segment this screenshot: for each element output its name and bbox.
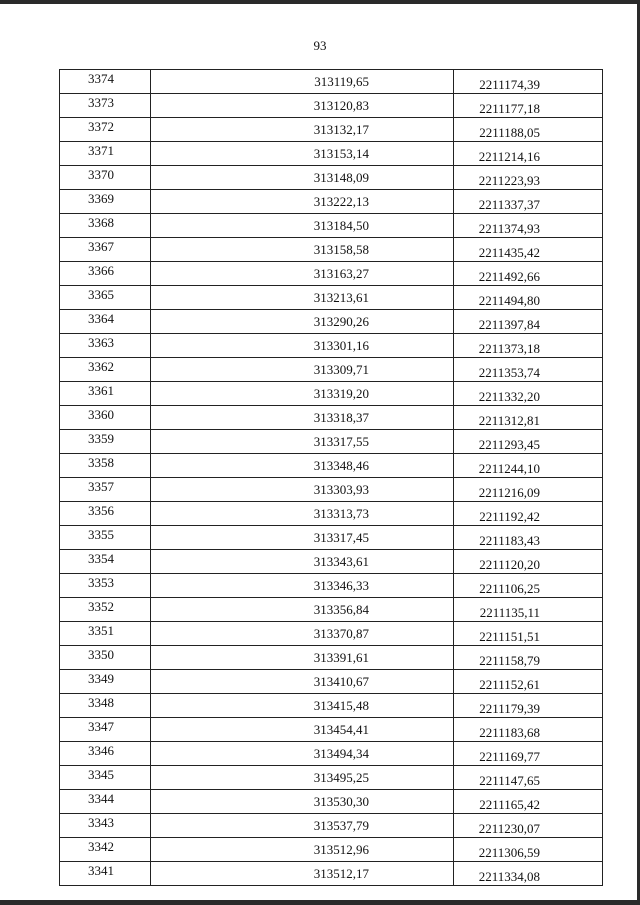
- table-row: [60, 334, 603, 358]
- point-number-cell: 3343: [60, 814, 151, 838]
- point-number-cell: 3369: [60, 190, 151, 214]
- y-coordinate-cell: 2211151,51: [454, 622, 603, 646]
- point-number-cell: 3372: [60, 118, 151, 142]
- y-coordinate-cell: 2211158,79: [454, 646, 603, 670]
- point-number-cell: 3354: [60, 550, 151, 574]
- y-coordinate-cell: 2211147,65: [454, 766, 603, 790]
- table-row: [60, 70, 603, 94]
- y-coordinate-cell: 2211192,42: [454, 502, 603, 526]
- x-coordinate-cell: 313495,25: [151, 766, 454, 790]
- point-number-cell: 3365: [60, 286, 151, 310]
- point-number-cell: 3351: [60, 622, 151, 646]
- point-number-cell: 3373: [60, 94, 151, 118]
- table-row: [60, 574, 603, 598]
- point-number-cell: 3352: [60, 598, 151, 622]
- point-number-cell: 3370: [60, 166, 151, 190]
- x-coordinate-cell: 313317,45: [151, 526, 454, 550]
- table-row: [60, 622, 603, 646]
- y-coordinate-cell: 2211183,43: [454, 526, 603, 550]
- table-row: [60, 310, 603, 334]
- page-number: 93: [313, 38, 327, 53]
- point-number-cell: 3356: [60, 502, 151, 526]
- x-coordinate-cell: 313494,34: [151, 742, 454, 766]
- table-row: [60, 550, 603, 574]
- y-coordinate-cell: 2211332,20: [454, 382, 603, 406]
- x-coordinate-cell: 313153,14: [151, 142, 454, 166]
- point-number-cell: 3347: [60, 718, 151, 742]
- x-coordinate-cell: 313346,33: [151, 574, 454, 598]
- table-row: [60, 742, 603, 766]
- x-coordinate-cell: 313410,67: [151, 670, 454, 694]
- point-number-cell: 3362: [60, 358, 151, 382]
- y-coordinate-cell: 2211293,45: [454, 430, 603, 454]
- table-row: [60, 118, 603, 142]
- table-row: [60, 526, 603, 550]
- x-coordinate-cell: 313317,55: [151, 430, 454, 454]
- y-coordinate-cell: 2211188,05: [454, 118, 603, 142]
- table-row: [60, 478, 603, 502]
- point-number-cell: 3350: [60, 646, 151, 670]
- point-number-cell: 3363: [60, 334, 151, 358]
- point-number-cell: 3342: [60, 838, 151, 862]
- table-row: [60, 646, 603, 670]
- y-coordinate-cell: 2211374,93: [454, 214, 603, 238]
- y-coordinate-cell: 2211353,74: [454, 358, 603, 382]
- x-coordinate-cell: 313303,93: [151, 478, 454, 502]
- x-coordinate-cell: 313318,37: [151, 406, 454, 430]
- x-coordinate-cell: 313148,09: [151, 166, 454, 190]
- table-row: [60, 694, 603, 718]
- table-row: [60, 430, 603, 454]
- x-coordinate-cell: 313343,61: [151, 550, 454, 574]
- table-row: [60, 166, 603, 190]
- point-number-cell: 3357: [60, 478, 151, 502]
- point-number-cell: 3349: [60, 670, 151, 694]
- table-row: [60, 862, 603, 886]
- table-row: [60, 454, 603, 478]
- y-coordinate-cell: 2211230,07: [454, 814, 603, 838]
- point-number-cell: 3361: [60, 382, 151, 406]
- table-row: [60, 190, 603, 214]
- scan-border-top: [0, 0, 640, 4]
- x-coordinate-cell: 313120,83: [151, 94, 454, 118]
- coordinates-table: [59, 69, 603, 886]
- y-coordinate-cell: 2211244,10: [454, 454, 603, 478]
- x-coordinate-cell: 313391,61: [151, 646, 454, 670]
- x-coordinate-cell: 313184,50: [151, 214, 454, 238]
- point-number-cell: 3368: [60, 214, 151, 238]
- point-number-cell: 3355: [60, 526, 151, 550]
- point-number-cell: 3371: [60, 142, 151, 166]
- y-coordinate-cell: 2211223,93: [454, 166, 603, 190]
- y-coordinate-cell: 2211494,80: [454, 286, 603, 310]
- scan-border-bottom: [0, 900, 640, 905]
- y-coordinate-cell: 2211214,16: [454, 142, 603, 166]
- y-coordinate-cell: 2211373,18: [454, 334, 603, 358]
- x-coordinate-cell: 313348,46: [151, 454, 454, 478]
- table-row: [60, 790, 603, 814]
- y-coordinate-cell: 2211165,42: [454, 790, 603, 814]
- point-number-cell: 3348: [60, 694, 151, 718]
- y-coordinate-cell: 2211152,61: [454, 670, 603, 694]
- y-coordinate-cell: 2211169,77: [454, 742, 603, 766]
- x-coordinate-cell: 313454,41: [151, 718, 454, 742]
- y-coordinate-cell: 2211179,39: [454, 694, 603, 718]
- x-coordinate-cell: 313158,58: [151, 238, 454, 262]
- x-coordinate-cell: 313370,87: [151, 622, 454, 646]
- y-coordinate-cell: 2211492,66: [454, 262, 603, 286]
- point-number-cell: 3353: [60, 574, 151, 598]
- y-coordinate-cell: 2211174,39: [454, 70, 603, 94]
- x-coordinate-cell: 313512,17: [151, 862, 454, 886]
- y-coordinate-cell: 2211312,81: [454, 406, 603, 430]
- x-coordinate-cell: 313290,26: [151, 310, 454, 334]
- point-number-cell: 3341: [60, 862, 151, 886]
- table-row: [60, 406, 603, 430]
- table-row: [60, 238, 603, 262]
- table-row: [60, 502, 603, 526]
- x-coordinate-cell: 313356,84: [151, 598, 454, 622]
- x-coordinate-cell: 313313,73: [151, 502, 454, 526]
- table-row: [60, 214, 603, 238]
- table-row: [60, 262, 603, 286]
- x-coordinate-cell: 313213,61: [151, 286, 454, 310]
- point-number-cell: 3358: [60, 454, 151, 478]
- point-number-cell: 3366: [60, 262, 151, 286]
- table-row: [60, 286, 603, 310]
- point-number-cell: 3345: [60, 766, 151, 790]
- x-coordinate-cell: 313415,48: [151, 694, 454, 718]
- point-number-cell: 3364: [60, 310, 151, 334]
- y-coordinate-cell: 2211216,09: [454, 478, 603, 502]
- x-coordinate-cell: 313163,27: [151, 262, 454, 286]
- table-row: [60, 670, 603, 694]
- x-coordinate-cell: 313537,79: [151, 814, 454, 838]
- x-coordinate-cell: 313512,96: [151, 838, 454, 862]
- point-number-cell: 3346: [60, 742, 151, 766]
- point-number-cell: 3360: [60, 406, 151, 430]
- y-coordinate-cell: 2211435,42: [454, 238, 603, 262]
- table-row: [60, 598, 603, 622]
- table-row: [60, 814, 603, 838]
- point-number-cell: 3374: [60, 70, 151, 94]
- table-row: [60, 358, 603, 382]
- x-coordinate-cell: 313530,30: [151, 790, 454, 814]
- y-coordinate-cell: 2211177,18: [454, 94, 603, 118]
- y-coordinate-cell: 2211337,37: [454, 190, 603, 214]
- y-coordinate-cell: 2211334,08: [454, 862, 603, 886]
- y-coordinate-cell: 2211397,84: [454, 310, 603, 334]
- y-coordinate-cell: 2211106,25: [454, 574, 603, 598]
- table-row: [60, 766, 603, 790]
- point-number-cell: 3344: [60, 790, 151, 814]
- x-coordinate-cell: 313319,20: [151, 382, 454, 406]
- x-coordinate-cell: 313222,13: [151, 190, 454, 214]
- x-coordinate-cell: 313132,17: [151, 118, 454, 142]
- y-coordinate-cell: 2211120,20: [454, 550, 603, 574]
- table-row: [60, 838, 603, 862]
- x-coordinate-cell: 313309,71: [151, 358, 454, 382]
- y-coordinate-cell: 2211135,11: [454, 598, 603, 622]
- coordinates-table-body: [60, 70, 603, 886]
- y-coordinate-cell: 2211183,68: [454, 718, 603, 742]
- y-coordinate-cell: 2211306,59: [454, 838, 603, 862]
- table-row: [60, 382, 603, 406]
- point-number-cell: 3359: [60, 430, 151, 454]
- x-coordinate-cell: 313119,65: [151, 70, 454, 94]
- x-coordinate-cell: 313301,16: [151, 334, 454, 358]
- table-row: [60, 718, 603, 742]
- table-row: [60, 142, 603, 166]
- table-row: [60, 94, 603, 118]
- point-number-cell: 3367: [60, 238, 151, 262]
